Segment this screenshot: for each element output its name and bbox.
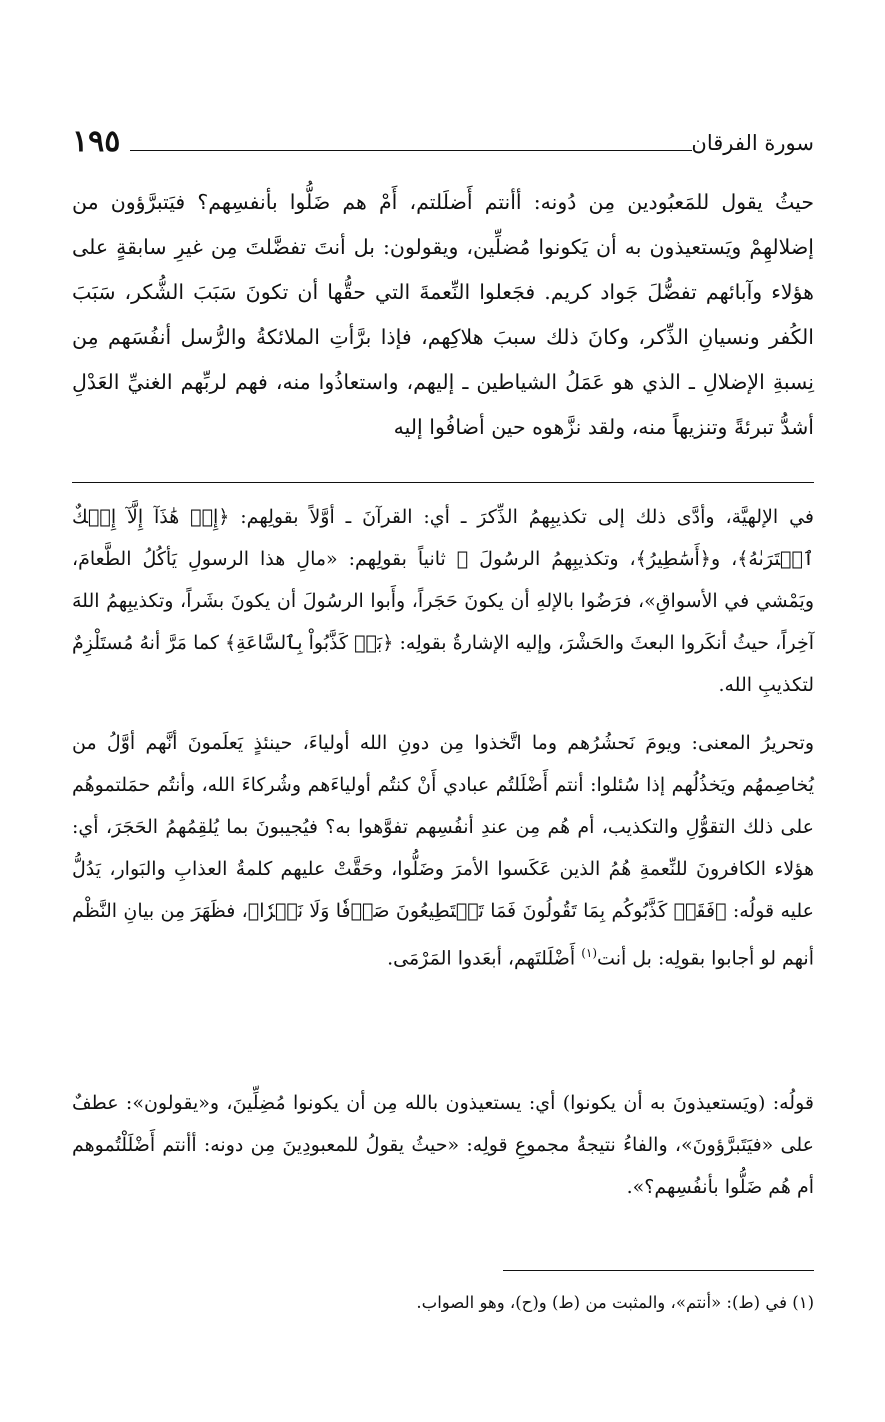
- commentary-paragraph-2-text: وتحريرُ المعنى: ويومَ نَحشُرُهم وما اتَّخذوا مِن دونِ الله أولياءَ، حينئذٍ يَعلَمونَ أنَّهم أوَّلُ من يُخاصِمهُم ويَخذُلُهم إذا سُئلوا: أنتم أَضْلَلتُم عبادي أَنْ كنتُم أولياءَهم وشُركاءَ الله، وأنتُم حمَلتموهُم على ذلك التقوُّلِ والتكذيب، أم هُم مِن عندِ أنفُسِهم تفوَّهوا به؟ فيُجيبونَ بما يُلقِمُهمُ الحَجَرَ، أي: هؤلاء الكافرونَ للنِّعمةِ هُمُ الذين عَكَسوا الأمرَ وضَلُّوا، وحَقَّتْ عليهم كلمةُ العذابِ والبَوار، يَدُلُّ عليه قولُه: ﴿فَقَدۡ كَذَّبُوكُم بِمَا تَقُولُونَ فَمَا تَسۡتَطِيعُونَ صَرۡفٗا وَلَا نَصۡرٗا﴾، فظَهَرَ مِن بيانِ النَّظْم أنهم لو أجابوا بقولِه: بل أنت: [72, 732, 814, 970]
- footnote-marker: (١): [581, 946, 598, 960]
- page-header: [72, 122, 814, 168]
- commentary-paragraph-2-tail: أَضْلَلتَهم، أبعَدوا المَرْمَى.: [387, 947, 582, 970]
- footnote: (١) في (ط): «أنتم»، والمثبت من (ط) و(ح)، وهو الصواب.: [416, 1293, 814, 1312]
- footnote-separator: [503, 1270, 814, 1271]
- commentary-paragraph-2: [72, 722, 814, 979]
- main-text-paragraph: حيثُ يقول للمَعبُودين مِن دُونه: أأنتم أَضلَلتم، أَمْ هم ضَلُّوا بأنفسِهم؟ فيَتبرَّؤون من إضلالهِمْ ويَستعيذون به أن يَكونوا مُضلِّين، ويقولون: بل أنتَ تفضَّلتَ مِن غيرِ سابقةٍ على هؤلاء وآبائهم تفضُّلَ جَواد كريم. فجَعلوا النِّعمةَ التي حقُّها أن تكونَ سَبَبَ الشُّكر، سَبَبَ الكُفر ونسيانِ الذِّكر، وكانَ ذلك سببَ هلاكِهم، فإذا برَّأتِ الملائكةُ والرُّسل أنفُسَهم مِن نِسبةِ الإضلالِ ـ الذي هو عَمَلُ الشياطين ـ إليهم، واستعاذُوا منه، فهم لربِّهم الغنيِّ العَدْلِ أشدُّ تبرئةً وتنزيهاً منه، ولقد نزَّهوه حين أضافُوا إليه: [72, 190, 814, 439]
- header-rule: [130, 150, 692, 151]
- commentary-paragraph-3: قولُه: (ويَستعيذونَ به أن يكونوا) أي: يستعيذون بالله مِن أن يكونوا مُضِلِّينَ، و«يقولون»: عطفٌ على «فيَتَبرَّؤونَ»، والفاءُ نتيجةُ مجموعِ قولِه: «حيثُ يقولُ للمعبودِينَ مِن دونه: أأنتم أَضْلَلْتُموهم أم هُم ضَلُّوا بأنفُسِهم؟».: [72, 1092, 814, 1198]
- main-text-separator: [72, 482, 814, 483]
- commentary-paragraph-1: في الإلهيَّة، وأدَّى ذلك إلى تكذيبِهمُ الذِّكرَ ـ أي: القرآنَ ـ أوَّلاً بقولِهم: ﴿إِنۡ هَٰذَآ إِلَّآ إِفۡكٌ ٱفۡتَرَىٰهُ﴾، و﴿أَسَٰطِيرُ﴾، وتكذيبِهمُ الرسُولَ ﷺ ثانياً بقولِهم: «مالِ هذا الرسولِ يَأكُلُ الطَّعامَ، ويَمْشي في الأسواقِ»، فرَضُوا بالإلهِ أن يكونَ حَجَراً، وأَبوا الرسُولَ أن يكونَ بشَراً، وتكذيبِهمُ اللهَ آخِراً، حيثُ أنكَروا البعثَ والحَشْرَ، وإليه الإشارةُ بقولِه: ﴿بَلۡ كَذَّبُواْ بِٱلسَّاعَةِ﴾ كما مَرَّ أنهُ مُستَلْزِمٌ لتكذيبِ الله.: [72, 506, 814, 696]
- surah-title: سورة الفرقان: [691, 131, 814, 155]
- page-number: ١٩٥: [72, 124, 121, 159]
